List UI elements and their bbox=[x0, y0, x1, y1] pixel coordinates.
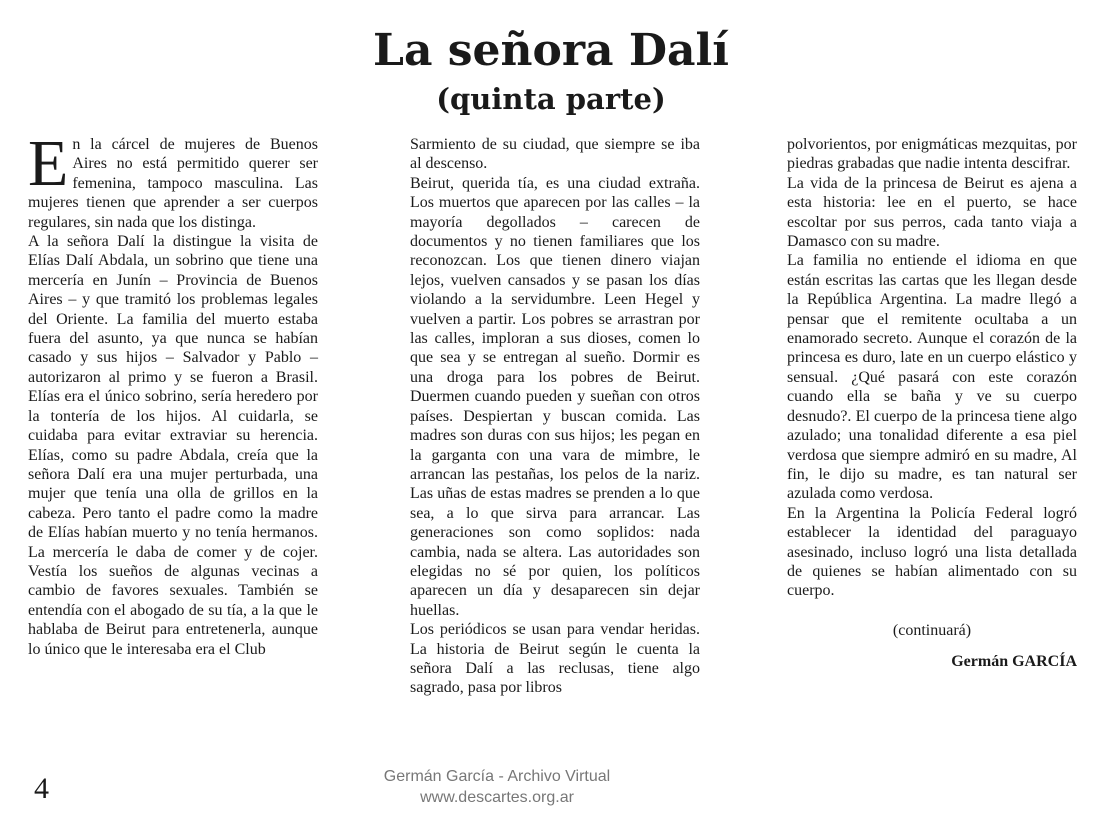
text-column-3 bbox=[787, 135, 1077, 672]
text-column-2 bbox=[410, 135, 700, 698]
paragraph bbox=[28, 127, 318, 232]
paragraph: A la señora Dalí la distingue la visita de Elías Dalí Abdala, un sobrino que tiene una mercería en Junín – Provincia de Buenos Aires – y que tramitó los problemas legales del Oriente. La familia del muerto estaba fuera del asunto, ya que nunca se habían casado y sus hijos – Salvador y Pablo – autorizaron al primo y se fueron a Brasil. Elías era el único sobrino, sería heredero por la tontería de los hijos. Al cuidarla, se cuidaba para evitar extraviar su herencia. Elías, como su padre Abdala, creía que la señora Dalí era una mujer perturbada, una mujer que tenía una olla de grillos en la cabeza. Pero tanto el padre como la madre de Elías habían muerto y no tenía hermanos. La mercería le daba de comer y de cojer. Vestía los sueños de algunas vecinas a cambio de favores sexuales. También se entendía con el abogado de su tía, a la que le hablaba de Beirut para entretenerla, aunque lo único que le interesaba era el Club bbox=[28, 233, 318, 658]
paragraph: polvorientos, por enigmáticas mezquitas, por piedras grabadas que nadie intenta descifrar. bbox=[787, 136, 1077, 173]
continued-note: (continuará) bbox=[892, 621, 972, 639]
author-signature: Germán GARCÍA bbox=[951, 653, 1077, 671]
paragraph: Beirut, querida tía, es una ciudad extraña. Los muertos que aparecen por las calles – la mayoría degollados – carecen de documentos y no tienen familiares que los reconozcan. Los que tienen dinero viajan lejos, vuelven cansados y se pasan los días violando a la servidumbre. Leen Hegel y vuelven a partir. Los pobres se arrastran por las calles, imploran a sus dioses, comen lo que sea y se entregan al sueño. Dormir es una droga para los pobres de Beirut. Duermen cuando pueden y sueñan con otros países. Despiertan y buscan comida. Las madres son duras con sus hijos; les pegan en la garganta con una vara de mimbre, le arrancan las pestañas, los pelos de la nariz. Las uñas de estas madres se prenden a lo que sea, a lo que sirva para arrancar. Las generaciones son como soplidos: nada cambia, nada se altera. Las autoridades son elegidas no sé por quien, los políticos aparecen un día y desaparecen sin dejar huellas. bbox=[410, 174, 700, 619]
article-title: La señora Dalí bbox=[373, 25, 729, 76]
paragraph: Sarmiento de su ciudad, que siempre se iba al descenso. bbox=[410, 136, 700, 173]
paragraph: En la Argentina la Policía Federal logró establecer la identidad del paraguayo asesinado, incluso logró una lista detallada de quienes se habían alimentado con su cuerpo. bbox=[787, 504, 1077, 600]
paragraph: La familia no entiende el idioma en que están escritas las cartas que les llegan desde la República Argentina. La madre llegó a pensar que el remitente ocultaba a un enamorado secreto. Aunque el corazón de la princesa es duro, late en un cuerpo elástico y sensual. ¿Qué pasará con este corazón cuando ella se baña y ve su cuerpo desnudo?. El cuerpo de la princesa tiene algo azulado; una tonalidad diferente a esa piel verdosa que siempre admiró en su madre, Al fin, le dijo su madre, es tan natural ser azulada como verdosa. bbox=[787, 252, 1077, 503]
paragraph: Los periódicos se usan para vendar heridas. La historia de Beirut según le cuenta la señora Dalí a las reclusas, tiene algo sagrado, pasa por libros bbox=[410, 621, 700, 697]
text-column-1 bbox=[28, 127, 318, 659]
drop-cap: E bbox=[28, 127, 69, 200]
paragraph: La vida de la princesa de Beirut es ajena a esta historia: lee en el puerto, se hace escoltar por sus perros, cada tanto viaja a Damasco con su madre. bbox=[787, 174, 1077, 251]
paragraph-text: n la cárcel de mujeres de Buenos Aires no está permitido querer ser femenina, tampoco masculina. Las mujeres tienen que aprender a ser cuerpos regulares, sin nada que los distinga. bbox=[28, 136, 318, 231]
page-number: 4 bbox=[34, 772, 49, 805]
footer-url: www.descartes.org.ar bbox=[420, 789, 574, 806]
article-subtitle: (quinta parte) bbox=[436, 82, 666, 116]
footer bbox=[300, 766, 694, 808]
footer-archive: Germán García - Archivo Virtual bbox=[383, 768, 611, 785]
